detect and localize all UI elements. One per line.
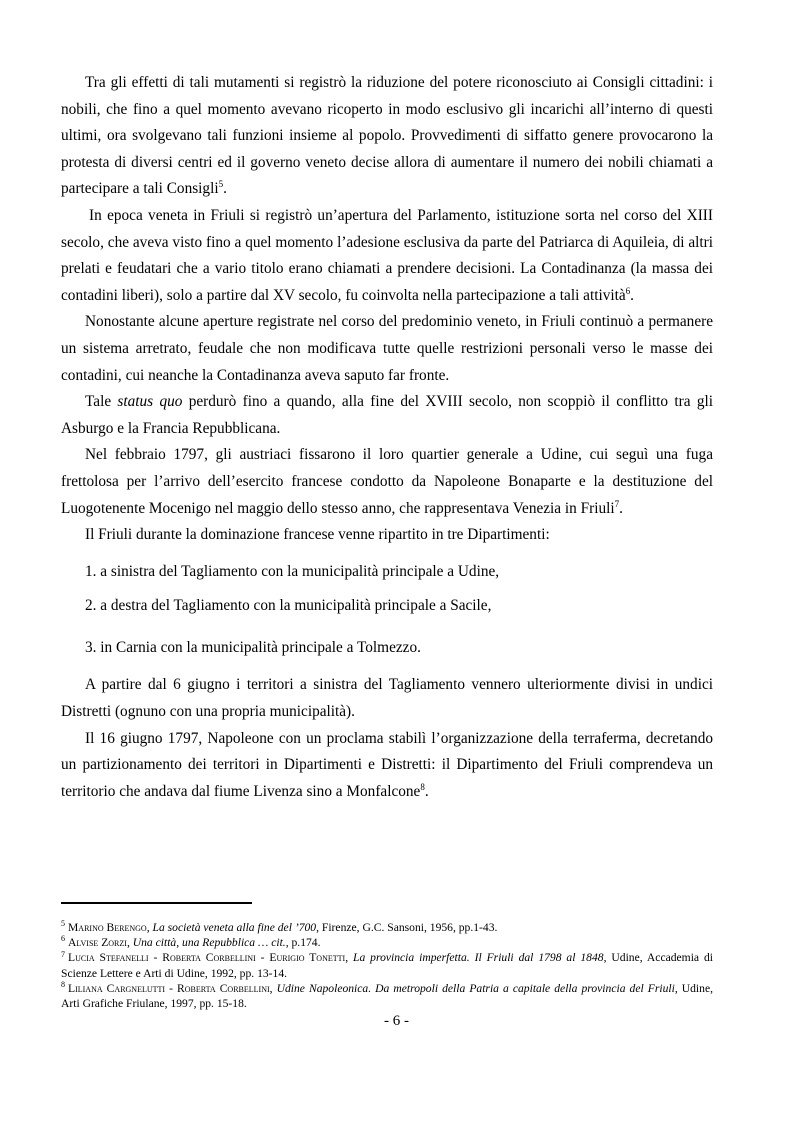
paragraph-4: Tale status quo perdurò fino a quando, alla fine del XVIII secolo, non scoppiò il conflitto tra gli Asburgo e la Francia Repubblicana. [61,393,713,437]
page-number: - 6 - [384,1013,409,1029]
footnote-6: $^6$ Alvise Zorzi, Una città, una Repubblica … cit., p.174. [61,934,321,950]
footnote-ref-8[interactable]: 8 [420,781,425,792]
paragraph-6: Il Friuli durante la dominazione francese venne ripartito in tre Dipartimenti: [85,526,550,544]
footnotes [61,920,713,1011]
footnote-ref-6[interactable]: 6 [625,285,631,296]
paragraph-1: Tra gli effetti di tali mutamenti si registrò la riduzione del potere riconosciuto ai Consigli cittadini: i nobili, che fino a quel momento avevano ricoperto in modo esclusivo gli incarichi all’interno di questi ultimi, ora svolgevano tali funzioni insieme al popolo. Provvedimenti di siffatto genere provocarono la protesta di diversi centri ed il governo veneto decise allora di aumentare il numero dei nobili chiamati a partecipare a tali Consigli$^5$. [61,74,713,198]
paragraph-5: Nel febbraio 1797, gli austriaci fissarono il loro quartier generale a Udine, cui seguì una fuga frettolosa per l’arrivo dell’esercito francese condotto da Napoleone Bonaparte e la destituzione del Luogotenente Mocenigo nel maggio dello stesso anno, che rappresentava Venezia in Friuli$^7$. [61,446,713,517]
paragraph-8: Il 16 giugno 1797, Napoleone con un proclama stabilì l’organizzazione della terraferma, decretando un partizionamento dei territori in Dipartimenti e Distretti: il Dipartimento del Friuli comprendeva un territorio che andava dal fiume Livenza sino a Monfalcone$^8$. [61,729,713,800]
page-body [61,70,713,805]
paragraph-2: In epoca veneta in Friuli si registrò un’apertura del Parlamento, istituzione sorta nel corso del XIII secolo, che aveva visto fino a quel momento l’adesione esclusiva da parte del Patriarca di Aquileia, di altri prelati e feudatari che a vario titolo erano chiamati a prendere decisioni. La Contadinanza (la massa dei contadini liberi), solo a partire dal XV secolo, fu coinvolta nella partecipazione a tali attività$^6$. [61,206,713,304]
footnote-5: $^5$ Marino Berengo, La società veneta alla fine del ’700, Firenze, G.C. Sansoni, 1956, pp.1-43. [61,919,498,934]
footnote-ref-7[interactable]: 7 [614,498,620,509]
footnote-divider [61,902,252,904]
paragraph-3: Nonostante alcune aperture registrate nel corso del predominio veneto, in Friuli continuò a permanere un sistema arretrato, feudale che non modificava tutte quelle restrizioni personali verso le masse dei contadini, cui neanche la Contadinanza aveva saputo far fronte. [61,313,713,384]
paragraph-7: A partire dal 6 giugno i territori a sinistra del Tagliamento vennero ulteriormente divisi in undici Distretti (ognuno con una propria municipalità). [61,676,713,721]
footnote-7: $^7$ Lucia Stefanelli - Roberta Corbellini - Eurigio Tonetti, La provincia imperfetta. Il Friuli dal 1798 al 1848, Udine, Accademia di Scienze Lettere e Arti di Udine, 1992, pp. 13-14. [61,949,714,980]
footnote-8: $^8$ Liliana Cargnelutti - Roberta Corbellini, Udine Napoleonica. Da metropoli della Patria a capitale della provincia del Friuli, Udine, Arti Grafiche Friulane, 1997, pp. 15-18. [61,979,713,1011]
list-item: 2. a destra del Tagliamento con la municipalità principale a Sacile, [85,597,492,615]
list-item: 1. a sinistra del Tagliamento con la municipalità principale a Udine, [85,562,500,580]
footnote-ref-5[interactable]: 5 [218,179,224,190]
list-item: 3. in Carnia con la municipalità principale a Tolmezzo. [85,638,421,656]
